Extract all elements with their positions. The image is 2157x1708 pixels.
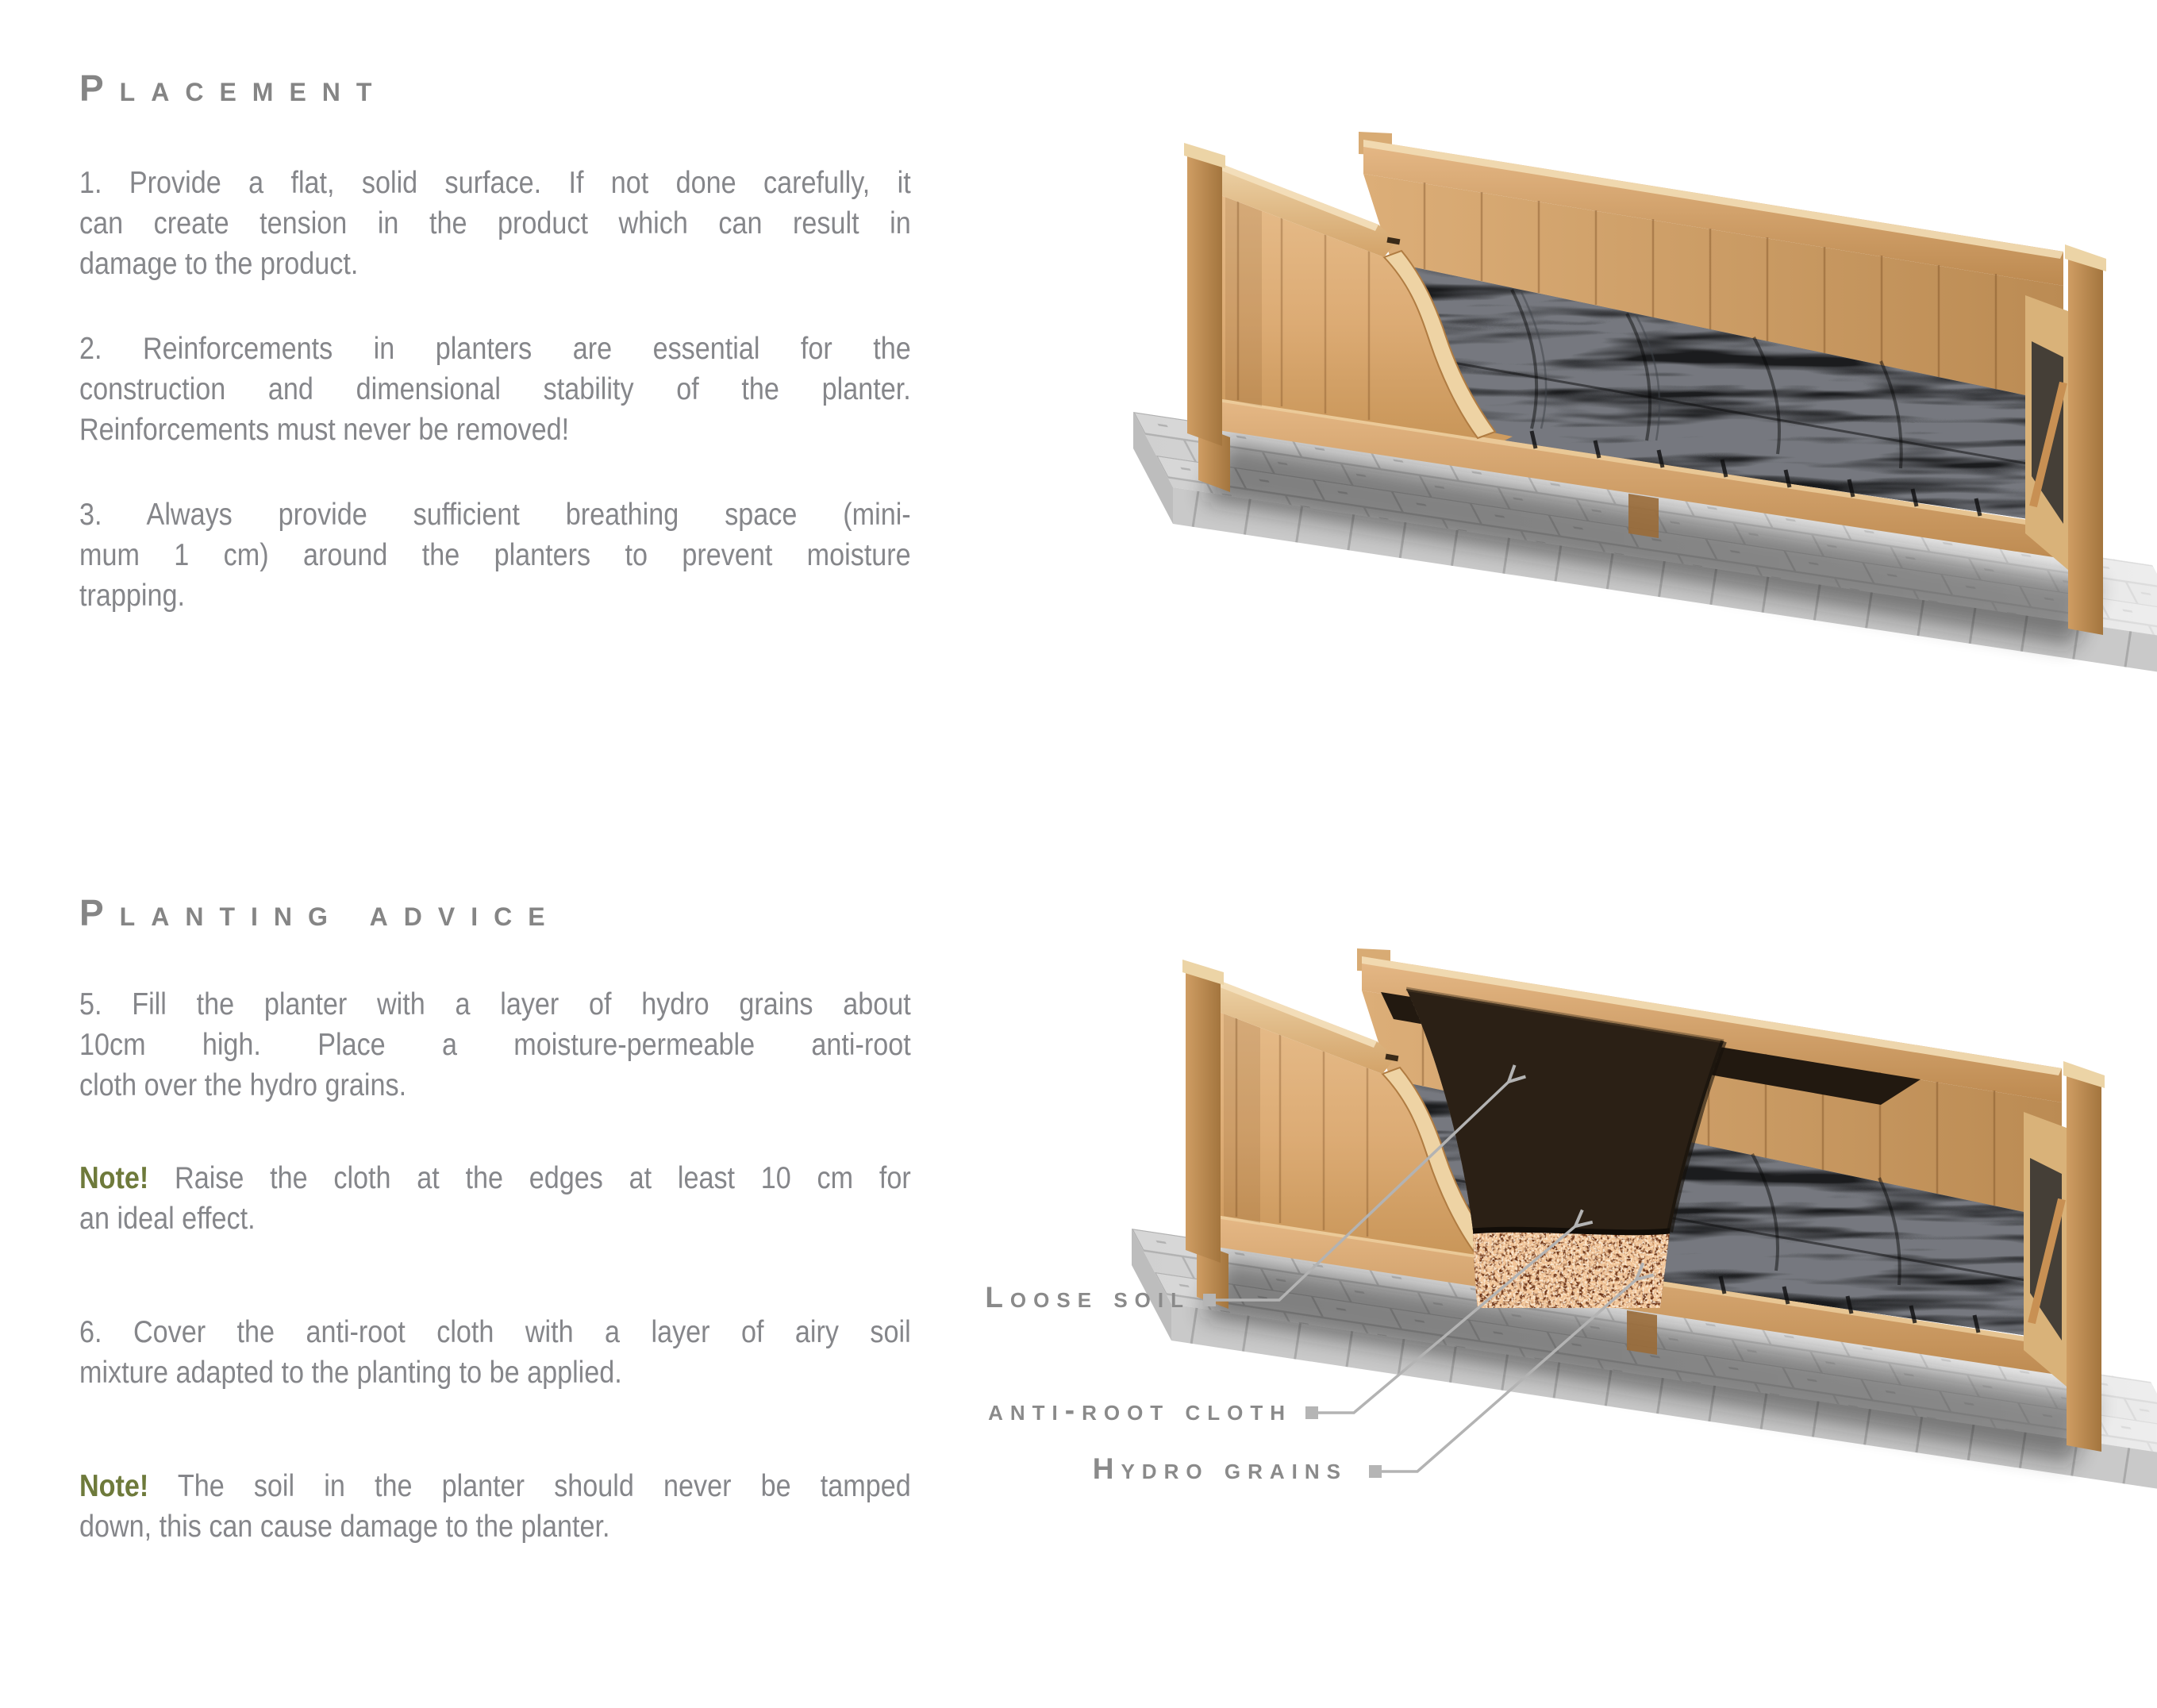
section-placement	[79, 66, 1029, 616]
text-line: can create tension in the product which can result in	[79, 206, 911, 240]
text-line: mum 1 cm) around the planters to prevent moisture	[79, 538, 911, 572]
paragraph-group-planting-advice	[79, 984, 911, 1547]
section-planting-advice	[79, 891, 1029, 1547]
label-marker-square	[1369, 1465, 1382, 1478]
text-line: 3. Always provide sufficient breathing space (mini-	[79, 498, 911, 532]
label-marker-square	[1305, 1406, 1318, 1419]
paragraph	[79, 984, 911, 1106]
text-line: 2. Reinforcements in planters are essential for the	[79, 332, 911, 366]
text-line: Note! The soil in the planter should never be tamped	[79, 1469, 911, 1503]
text-line: 6. Cover the anti-root cloth with a layer of airy soil	[79, 1315, 911, 1349]
text-line: Note! Raise the cloth at the edges at least 10 cm for	[79, 1161, 911, 1195]
text-line: damage to the product.	[79, 247, 359, 281]
section-heading-planting-advice: Planting advice	[79, 892, 561, 933]
text-line: construction and dimensional stability of the planter.	[79, 372, 911, 406]
text-line: mixture adapted to the planting to be applied.	[79, 1356, 622, 1390]
paragraph	[79, 163, 911, 284]
paragraph	[79, 494, 911, 616]
paragraph	[79, 1312, 911, 1393]
note-prefix: Note!	[79, 1469, 149, 1503]
paragraph	[79, 329, 911, 450]
note-prefix: Note!	[79, 1161, 149, 1195]
text-line: an ideal effect.	[79, 1202, 256, 1236]
hydro-grains-layer	[1473, 1232, 1670, 1308]
text-line: Reinforcements must never be removed!	[79, 413, 570, 447]
figure-label-anti-root-cloth: anti-root cloth	[988, 1394, 1292, 1426]
figure-planter-empty	[1133, 132, 2157, 677]
text-line: cloth over the hydro grains.	[79, 1068, 407, 1102]
text-line: trapping.	[79, 579, 185, 613]
paragraph	[79, 1466, 911, 1547]
paragraph-group-placement	[79, 163, 911, 616]
text-line: 5. Fill the planter with a layer of hydro grains about	[79, 987, 911, 1021]
paragraph	[79, 1158, 911, 1239]
text-line: 10cm high. Place a moisture-permeable anti-root	[79, 1028, 911, 1062]
label-marker-square	[1203, 1294, 1216, 1306]
text-line: 1. Provide a flat, solid surface. If not done carefully, it	[79, 166, 911, 200]
section-heading-placement: Placement	[79, 67, 388, 109]
figure-label-hydro-grains: Hydro grains	[1092, 1452, 1348, 1485]
text-line: down, this can cause damage to the planter.	[79, 1510, 610, 1544]
figure-label-loose-soil: Loose soil	[985, 1281, 1190, 1314]
